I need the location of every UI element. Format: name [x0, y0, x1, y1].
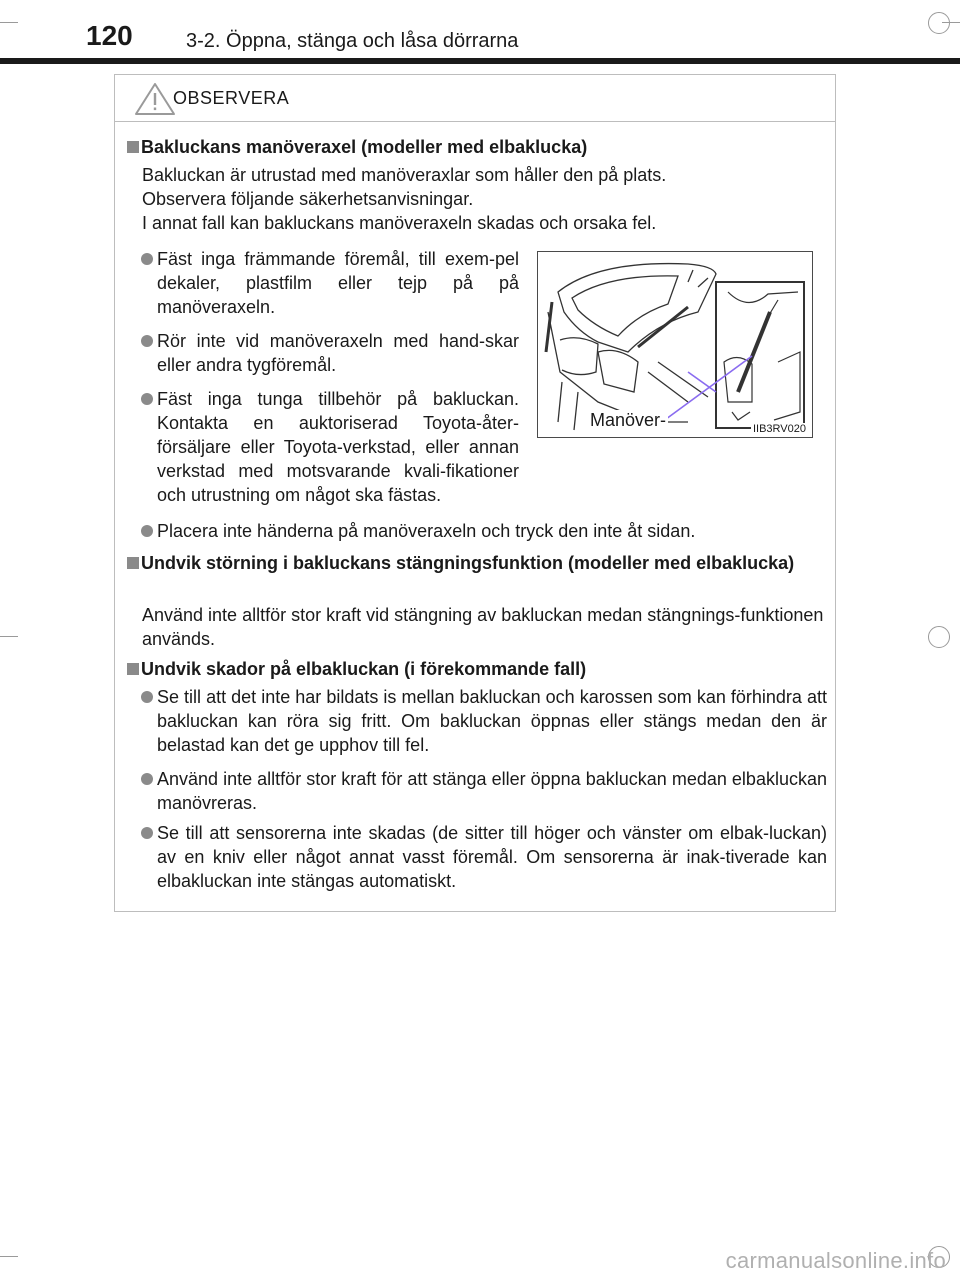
warning-triangle-icon: [133, 81, 177, 117]
paragraph-line: I annat fall kan bakluckans manöveraxeln skadas och orsaka fel.: [142, 213, 657, 233]
caution-heading: OBSERVERA: [173, 88, 290, 108]
page-header: [86, 18, 886, 58]
section-marker: [127, 557, 139, 569]
tailgate-drawing: [538, 252, 813, 438]
crop-mark: [0, 1256, 18, 1257]
figure-code: IIB3RV020: [752, 423, 806, 435]
section-marker: [127, 663, 139, 675]
section-marker: [127, 141, 139, 153]
watermark: carmanualsonline.info: [725, 1248, 946, 1273]
bullet-dot: [141, 827, 153, 839]
section-title: Undvik skador på elbakluckan (i förekommande fall): [141, 659, 587, 679]
section-title: Undvik störning i bakluckans stängningsfunktion (modeller med elbaklucka): [141, 553, 795, 573]
paragraph-line: Observera följande säkerhetsanvisningar.: [142, 189, 474, 209]
caution-header: [115, 75, 835, 122]
caution-box: [114, 74, 836, 912]
section-closing-function: [115, 551, 835, 651]
section-power-tailgate: [115, 657, 835, 897]
list-item-text: Placera inte händerna på manöveraxeln och tryck den inte åt sidan.: [157, 521, 696, 541]
section-title: Bakluckans manöveraxel (modeller med elbaklucka): [141, 137, 588, 157]
bullet-dot: [141, 525, 153, 537]
list-item-text: Fäst inga främmande föremål, till exem-pel dekaler, plastfilm eller tejp på på manöveraxeln.: [157, 249, 519, 317]
page-number: 120: [86, 20, 133, 51]
header-rule: [0, 58, 960, 64]
crop-mark: [0, 22, 18, 23]
bullet-dot: [141, 253, 153, 265]
crop-mark: [0, 636, 18, 637]
tailgate-illustration: [537, 251, 813, 438]
list-item-text: Se till att det inte har bildats is mellan bakluckan och karossen som kan förhindra att bakluckan kan röra sig fritt. Om bakluckan öppnas eller stängs medan den är belastad kan det ge upphov till fel.: [157, 687, 827, 755]
figure-label: Manöver-: [590, 410, 667, 430]
bullet-dot: [141, 393, 153, 405]
paragraph: Använd inte alltför stor kraft vid stängning av bakluckan medan stängnings-funktionen används.: [142, 605, 824, 649]
list-item-text: Se till att sensorerna inte skadas (de sitter till höger och vänster om elbak-luckan) av en kniv eller något annat vasst föremål. Om sensorerna är inak-tiverade kan elbakluckan inte stängas automatiskt.: [157, 823, 827, 891]
list-item-text: Rör inte vid manöveraxeln med hand-skar eller andra tygföremål.: [157, 331, 519, 375]
bullet-dot: [141, 335, 153, 347]
bullet-dot: [141, 773, 153, 785]
paragraph-line: Bakluckan är utrustad med manöveraxlar som håller den på plats.: [142, 165, 667, 185]
bullet-dot: [141, 691, 153, 703]
list-item-text: Använd inte alltför stor kraft för att stänga eller öppna bakluckan medan elbakluckan manövreras.: [157, 769, 827, 813]
registration-mark-icon: [928, 12, 950, 34]
list-item-text: Fäst inga tunga tillbehör på bakluckan. Kontakta en auktoriserad Toyota-åter-försäljare eller Toyota-verkstad, eller annan verkstad med motsvarande kvali-fikationer och utrustning om något ska fästas.: [157, 389, 519, 505]
registration-mark-icon: [928, 626, 950, 648]
chapter-title: 3-2. Öppna, stänga och låsa dörrarna: [186, 30, 519, 52]
